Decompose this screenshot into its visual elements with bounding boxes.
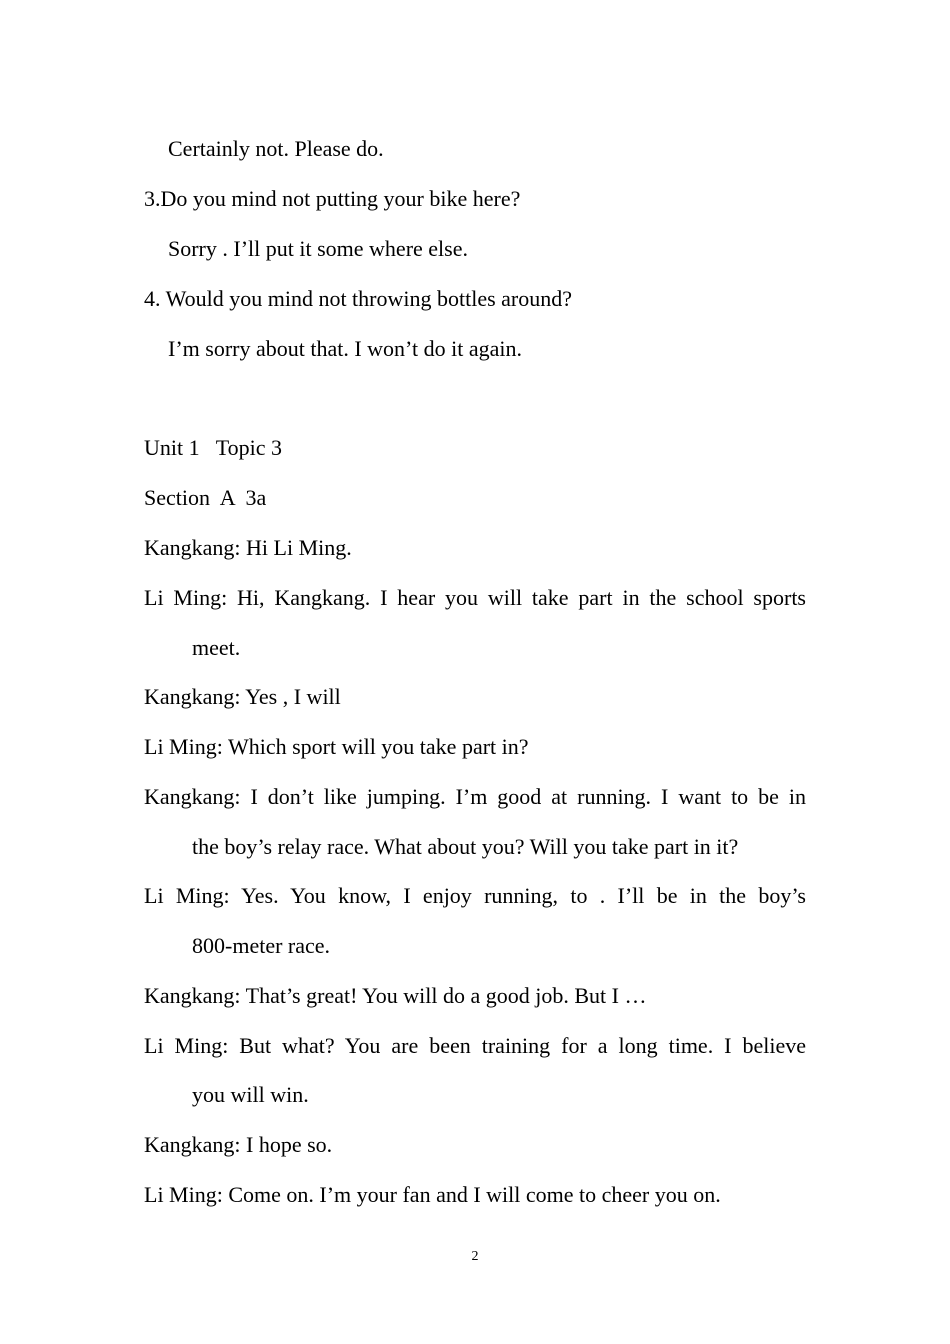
dialogue-continuation: you will win. xyxy=(192,1082,309,1107)
page-number: 2 xyxy=(471,1249,479,1264)
answer-line: Sorry . I’ll put it some where else. xyxy=(168,236,468,261)
dialogue-line: Li Ming: But what? You are been training for a long time. I believe xyxy=(144,1033,806,1058)
dialogue-line: Li Ming: Yes. You know, I enjoy running, to . I’ll be in the boy’s xyxy=(144,883,806,908)
dialogue-line: Kangkang: Yes , I will xyxy=(144,684,341,709)
question-line: 4. Would you mind not throwing bottles around? xyxy=(144,286,573,311)
dialogue-continuation: the boy’s relay race. What about you? Will you take part in it? xyxy=(192,834,739,859)
dialogue-continuation: meet. xyxy=(192,635,241,660)
dialogue-line: Kangkang: I hope so. xyxy=(144,1132,333,1157)
dialogue-line: Kangkang: That’s great! You will do a good job. But I … xyxy=(144,983,647,1008)
dialogue-line: Kangkang: I don’t like jumping. I’m good at running. I want to be in xyxy=(144,784,806,809)
dialogue-line: Li Ming: Hi, Kangkang. I hear you will take part in the school sports xyxy=(144,585,806,610)
answer-line: I’m sorry about that. I won’t do it again. xyxy=(168,336,522,361)
dialogue-continuation: 800-meter race. xyxy=(192,933,331,958)
answer-line: Certainly not. Please do. xyxy=(168,136,384,161)
question-line: 3.Do you mind not putting your bike here? xyxy=(144,186,521,211)
unit-heading: Unit 1 Topic 3 xyxy=(144,435,282,460)
section-heading: Section A 3a xyxy=(144,485,267,510)
dialogue-line: Li Ming: Which sport will you take part in? xyxy=(144,734,529,759)
dialogue-line: Kangkang: Hi Li Ming. xyxy=(144,535,352,560)
dialogue-line: Li Ming: Come on. I’m your fan and I will come to cheer you on. xyxy=(144,1182,721,1207)
